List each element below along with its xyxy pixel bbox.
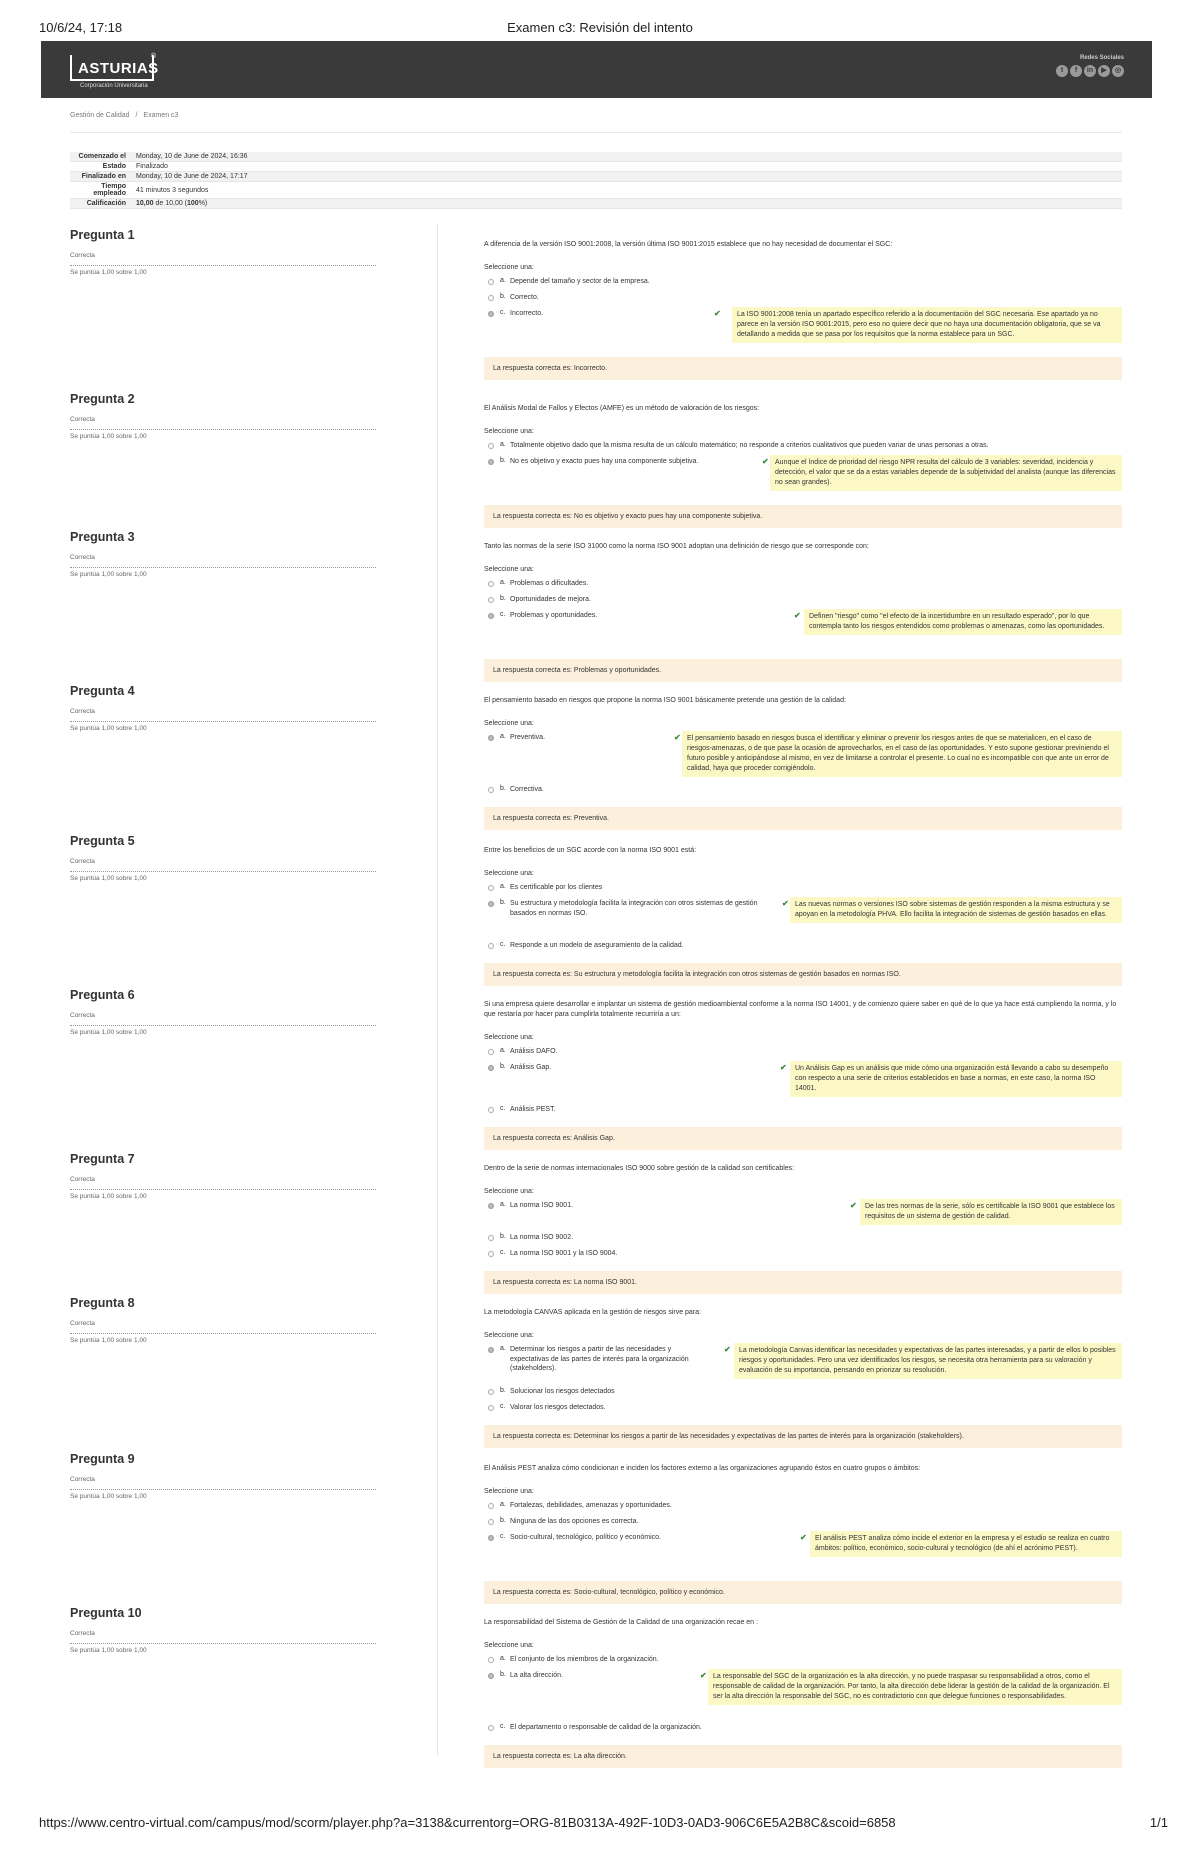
answer-text: Determinar los riesgos a partir de las necesidades y expectativas de las partes de interés para la organización (stakeholders). [510,1346,689,1372]
answer-text: Oportunidades de mejora. [510,596,591,603]
answer-letter: b. [500,1671,506,1678]
select-prompt: Seleccione una: [484,428,534,435]
answer-radio[interactable] [488,1203,494,1209]
answer-option[interactable] [484,455,1122,497]
check-icon: ✔ [794,611,801,620]
correct-answer-box: La respuesta correcta es: Determinar los riesgos a partir de las necesidades y expectativas de las partes de interés para la organización (stakeholders). [484,1425,1122,1448]
answer-letter: a. [500,1201,506,1208]
answer-letter: a. [500,1655,506,1662]
site-header [41,41,1152,98]
question-info [70,228,376,276]
answer-option[interactable] [484,939,1122,955]
answer-text: Fortalezas, debilidades, amenazas y oportunidades. [510,1502,672,1509]
grade-percent: 100 [187,200,199,207]
column-divider [437,224,438,1756]
answer-options [484,1499,1122,1573]
answer-option[interactable] [484,1231,1122,1247]
correct-answer-box: La respuesta correcta es: Incorrecto. [484,357,1122,380]
answer-letter: a. [500,277,506,284]
answer-option[interactable] [484,1515,1122,1531]
check-icon: ✔ [700,1671,707,1680]
question-content [484,1618,1122,1768]
answer-letter: c. [500,941,506,948]
select-prompt: Seleccione una: [484,720,534,727]
answer-option[interactable] [484,1199,1122,1231]
question-number: Pregunta 8 [70,1296,135,1310]
answer-letter: c. [500,1723,506,1730]
question-info [70,1296,376,1344]
question-state: Correcta [70,858,376,872]
answer-radio[interactable] [488,1251,494,1257]
answer-feedback: Un Análisis Gap es un análisis que mide cómo una organización está llevando a cabo su desempeño con respecto a una serie de criterios establecidos en base a normas, en este caso, la norma ISO 14001. [790,1061,1122,1097]
answer-text: Incorrecto. [510,310,544,317]
answer-feedback: La metodología Canvas identificar las necesidades y expectativas de las partes interesadas, y a partir de ellos lo posibles riesgos y oportunidades. Pero una vez identificados los riesgos, se necesita otra herramienta para su valoración y evaluación de su importancia, pensando en priorizar su resolución. [734,1343,1122,1379]
question-info [70,392,376,440]
breadcrumb [70,112,182,119]
answer-text: Solucionar los riesgos detectados [510,1388,615,1395]
answer-text: Correcto. [510,294,539,301]
answer-option[interactable] [484,731,1122,783]
question-state: Correcta [70,1012,376,1026]
answer-radio[interactable] [488,1725,494,1731]
answer-text: Problemas o dificultades. [510,580,589,587]
answer-letter: c. [500,1533,506,1540]
answer-feedback: La responsable del SGC de la organización es la alta dirección, y no puede traspasar su responsabilidad a otros, como el responsable de calidad de la organización. Por tanto, la alta dirección debe liderar la gestión de la calidad de la organización. El ser la alta dirección la responsable del SGC, no es contradictorio con que delegue funciones o responsabilidades. [708,1669,1122,1705]
answer-option[interactable] [484,1499,1122,1515]
question-grade: Se puntúa 1,00 sobre 1,00 [70,1647,147,1654]
question-number: Pregunta 2 [70,392,135,406]
grade-close: %) [198,200,208,207]
answer-radio[interactable] [488,1065,494,1071]
answer-letter: a. [500,1501,506,1508]
answer-options [484,439,1122,497]
question-text: El Análisis Modal de Fallos y Efectos (AMFE) es un método de valoración de los riesgos: [484,405,760,412]
answer-option[interactable] [484,1669,1122,1721]
answer-radio[interactable] [488,1657,494,1663]
answer-option[interactable] [484,307,1122,349]
summary-label: Tiempo empleado [93,183,126,197]
answer-radio[interactable] [488,1389,494,1395]
social-label: Redes Sociales [1079,55,1124,61]
question-grade: Se puntúa 1,00 sobre 1,00 [70,571,147,578]
check-icon: ✔ [714,309,721,318]
question-state: Correcta [70,554,376,568]
select-prompt: Seleccione una: [484,870,534,877]
question-text: El Análisis PEST analiza cómo condicionan e inciden los factores externo a las organizaciones agrupando éstos en cuatro grupos o ámbitos: [484,1465,921,1472]
answer-letter: a. [500,441,506,448]
linkedin-icon[interactable]: in [1084,65,1096,77]
question-info [70,530,376,578]
answer-option[interactable] [484,783,1122,799]
asturias-logo[interactable] [70,53,159,89]
print-page-number: 1/1 [1149,1815,1168,1830]
answer-feedback: De las tres normas de la serie, sólo es certificable la ISO 9001 que establece los requisitos de un sistema de gestión de calidad. [860,1199,1122,1225]
question-text: Si una empresa quiere desarrollar e implantar un sistema de gestión medioambiental conforme a la norma ISO 14001, y de comienzo quiere saber en qué de lo que ya hace está cumpliendo la norma, y lo que restaría por hacer para cumplirla totalmente recurriría a un: [484,1001,1117,1018]
answer-letter: a. [500,883,506,890]
summary-row [70,182,1122,199]
answer-letter: c. [500,1249,506,1256]
twitter-icon[interactable]: t [1056,65,1068,77]
answer-radio[interactable] [488,1535,494,1541]
answer-options [484,577,1122,651]
breadcrumb-divider [70,132,1122,133]
answer-letter: b. [500,899,506,906]
question-grade: Se puntúa 1,00 sobre 1,00 [70,875,147,882]
summary-row [70,152,1122,162]
youtube-icon[interactable]: ▶ [1098,65,1110,77]
answer-letter: b. [500,1517,506,1524]
answer-options [484,275,1122,349]
question-text: Entre los beneficios de un SGC acorde con la norma ISO 9001 está: [484,847,697,854]
answer-option[interactable] [484,1401,1122,1417]
question-state: Correcta [70,1176,376,1190]
check-icon: ✔ [850,1201,857,1210]
select-prompt: Seleccione una: [484,1332,534,1339]
answer-radio[interactable] [488,1519,494,1525]
question-content [484,1464,1122,1604]
question-info [70,1152,376,1200]
question-grade: Se puntúa 1,00 sobre 1,00 [70,1493,147,1500]
question-text: El pensamiento basado en riesgos que propone la norma ISO 9001 básicamente pretende una gestión de la calidad: [484,697,846,704]
breadcrumb-exam[interactable]: Examen c3 [143,112,179,119]
answer-letter: a. [500,1047,506,1054]
answer-letter: c. [500,1105,506,1112]
answer-letter: b. [500,1387,506,1394]
answer-option[interactable] [484,1385,1122,1401]
breadcrumb-separator: / [135,112,138,119]
select-prompt: Seleccione una: [484,1642,534,1649]
answer-letter: b. [500,457,506,464]
answer-text: Problemas y oportunidades. [510,612,598,619]
social-links [1044,55,1124,77]
answer-options [484,1343,1122,1417]
answer-radio[interactable] [488,1673,494,1679]
summary-value: 41 minutos 3 segundos [136,186,209,194]
answer-text: La norma ISO 9001. [510,1202,574,1209]
select-prompt: Seleccione una: [484,1034,534,1041]
answer-text: Valorar los riesgos detectados. [510,1404,606,1411]
logo-subtitle: Corporación Universitaria [80,83,148,89]
question-number: Pregunta 6 [70,988,135,1002]
answer-radio[interactable] [488,311,494,317]
answer-option[interactable] [484,1653,1122,1669]
question-number: Pregunta 9 [70,1452,135,1466]
question-info [70,834,376,882]
question-content [484,1164,1122,1294]
answer-text: Análisis Gap. [510,1064,552,1071]
answer-radio[interactable] [488,943,494,949]
question-info [70,988,376,1036]
summary-label: Calificación [86,200,126,207]
question-info [70,1606,376,1654]
check-icon: ✔ [674,733,681,742]
question-state: Correcta [70,708,376,722]
answer-letter: b. [500,293,506,300]
check-icon: ✔ [800,1533,807,1542]
question-number: Pregunta 1 [70,228,135,242]
question-state: Correcta [70,1476,376,1490]
answer-text: Análisis PEST. [510,1106,556,1113]
question-content [484,846,1122,986]
print-header [0,20,1200,38]
answer-letter: b. [500,595,506,602]
question-text: A diferencia de la versión ISO 9001:2008, la versión última ISO 9001:2015 establece que no hay necesidad de documentar el SGC: [484,241,893,248]
question-number: Pregunta 4 [70,684,135,698]
answer-radio[interactable] [488,443,494,449]
answer-option[interactable] [484,881,1122,897]
question-info [70,1452,376,1500]
answer-text: Análisis DAFO. [510,1048,558,1055]
question-state: Correcta [70,1630,376,1644]
answer-radio[interactable] [488,1107,494,1113]
answer-text: Su estructura y metodología facilita la integración con otros sistemas de gestión basados en normas ISO. [510,900,758,917]
answer-text: Correctiva. [510,786,544,793]
answer-feedback: La ISO 9001:2008 tenía un apartado específico referido a la documentación del SGC necesaria. Ese apartado ya no parece en la versión ISO 9001:2015, pero eso no quiere decir que no haya una documentación obligatoria, que se va detallando a medida que se pasa por los requisitos que la norma establece para un SGC. [732,307,1122,343]
answer-radio[interactable] [488,459,494,465]
answer-text: La norma ISO 9002. [510,1234,574,1241]
answer-option[interactable] [484,577,1122,593]
breadcrumb-course[interactable]: Gestión de Calidad [70,112,130,119]
question-text: Tanto las normas de la serie ISO 31000 como la norma ISO 9001 adoptan una definición de riesgo que se corresponde con: [484,543,869,550]
print-title: Examen c3: Revisión del intento [507,20,693,35]
answer-letter: c. [500,611,506,618]
select-prompt: Seleccione una: [484,264,534,271]
print-date: 10/6/24, 17:18 [39,20,123,35]
question-number: Pregunta 5 [70,834,135,848]
select-prompt: Seleccione una: [484,1488,534,1495]
correct-answer-box: La respuesta correcta es: Preventiva. [484,807,1122,830]
summary-label: Comenzado el [78,153,126,160]
question-content [484,404,1122,528]
facebook-icon[interactable]: f [1070,65,1082,77]
answer-radio[interactable] [488,1235,494,1241]
answer-text: Ninguna de las dos opciones es correcta. [510,1518,639,1525]
question-grade: Se puntúa 1,00 sobre 1,00 [70,269,147,276]
check-icon: ✔ [780,1063,787,1072]
correct-answer-box: La respuesta correcta es: La norma ISO 9001. [484,1271,1122,1294]
summary-label: Finalizado en [81,173,126,180]
answer-option[interactable] [484,1343,1122,1385]
answer-letter: b. [500,1233,506,1240]
question-content [484,240,1122,380]
question-number: Pregunta 7 [70,1152,135,1166]
answer-letter: a. [500,733,506,740]
answer-feedback: El pensamiento basado en riesgos busca el identificar y eliminar o prevenir los riesgos antes de que se materialicen, en el caso de riesgos-amenazas, o de que pase la ocasión de aprovecharlos, en el caso de las oportunidades. Y esto supone gestionar previniendo el futuro posible y anticipándose al mismo, en vez de limitarse a controlar el presente. Lo cual no es incompatible con que ante un error de calidad, haya que proceder corrigiéndolo. [682,731,1122,777]
answer-text: El departamento o responsable de calidad de la organización. [510,1724,702,1731]
answer-feedback: Aunque el índice de prioridad del riesgo NPR resulta del cálculo de 3 variables: severidad, incidencia y detección, el valor que se da a estas variables depende de la subjetividad del analista (aunque las diferencias no sean grandes). [770,455,1122,491]
answer-radio[interactable] [488,735,494,741]
answer-text: Es certificable por los clientes [510,884,603,891]
answer-option[interactable] [484,1721,1122,1737]
check-icon: ✔ [724,1345,731,1354]
answer-text: La alta dirección. [510,1672,563,1679]
answer-options [484,881,1122,955]
summary-value: Monday, 10 de June de 2024, 16:36 [136,153,248,160]
answer-text: Socio-cultural, tecnológico, político y económico. [510,1534,661,1541]
answer-feedback: Las nuevas normas o versiones ISO sobre sistemas de gestión responden a la misma estructura y se apoyan en la metodología PHVA. Ello facilita la integración de sistemas de gestión basados en ellas. [790,897,1122,923]
question-grade: Se puntúa 1,00 sobre 1,00 [70,725,147,732]
answer-option[interactable] [484,1247,1122,1263]
answer-radio[interactable] [488,885,494,891]
answer-text: No es objetivo y exacto pues hay una componente subjetiva. [510,458,699,465]
answer-option[interactable] [484,1061,1122,1103]
answer-options [484,1199,1122,1263]
check-icon: ✔ [782,899,789,908]
correct-answer-box: La respuesta correcta es: La alta dirección. [484,1745,1122,1768]
answer-option[interactable] [484,1045,1122,1061]
question-state: Correcta [70,416,376,430]
correct-answer-box: La respuesta correcta es: Análisis Gap. [484,1127,1122,1150]
question-state: Correcta [70,1320,376,1334]
question-content [484,1308,1122,1448]
question-text: La metodología CANVAS aplicada en la gestión de riesgos sirve para: [484,1309,701,1316]
summary-value: Finalizado [136,163,168,170]
answer-option[interactable] [484,593,1122,609]
answer-letter: a. [500,579,506,586]
print-url: https://www.centro-virtual.com/campus/mod/scorm/player.php?a=3138&currentorg=ORG-81B0313A-492F-10D3-0AD3-906C6E5A2B8C&scoid=6858 [39,1815,896,1830]
summary-row [70,162,1122,172]
answer-radio[interactable] [488,613,494,619]
summary-label: Estado [102,163,126,170]
question-content [484,696,1122,830]
correct-answer-box: La respuesta correcta es: No es objetivo y exacto pues hay una componente subjetiva. [484,505,1122,528]
answer-feedback: Definen "riesgo" como "el efecto de la incertidumbre en un resultado esperado", por lo que contempla tanto los riesgos entendidos como problemas o amenazas, como las oportunidades. [804,609,1122,635]
answer-letter: c. [500,1403,506,1410]
logo-registered: ® [150,53,156,60]
question-grade: Se puntúa 1,00 sobre 1,00 [70,433,147,440]
correct-answer-box: La respuesta correcta es: Su estructura y metodología facilita la integración con otros sistemas de gestión basados en normas ISO. [484,963,1122,986]
summary-value [132,199,1122,209]
answer-option[interactable] [484,1531,1122,1573]
answer-option[interactable] [484,897,1122,939]
answer-letter: a. [500,1345,506,1352]
answer-text: Responde a un modelo de aseguramiento de la calidad. [510,942,684,949]
answer-option[interactable] [484,275,1122,291]
check-icon: ✔ [762,457,769,466]
answer-radio[interactable] [488,1347,494,1353]
summary-row [70,172,1122,182]
correct-answer-box: La respuesta correcta es: Socio-cultural, tecnológico, político y económico. [484,1581,1122,1604]
answer-option[interactable] [484,609,1122,651]
instagram-icon[interactable]: ◎ [1112,65,1124,77]
question-grade: Se puntúa 1,00 sobre 1,00 [70,1337,147,1344]
answer-radio[interactable] [488,279,494,285]
answer-text: El conjunto de los miembros de la organización. [510,1656,659,1663]
answer-radio[interactable] [488,901,494,907]
answer-feedback: El análisis PEST analiza cómo incide el exterior en la empresa y el estudio se realiza en cuatro ámbitos: político, económico, socio-cultural y tecnológico (de ahí el acrónimo PEST). [810,1531,1122,1557]
question-number: Pregunta 3 [70,530,135,544]
answer-radio[interactable] [488,1503,494,1509]
answer-options [484,1045,1122,1119]
question-text: Dentro de la serie de normas internacionales ISO 9000 sobre gestión de la calidad son certificables: [484,1165,795,1172]
select-prompt: Seleccione una: [484,566,534,573]
answer-letter: b. [500,1063,506,1070]
answer-options [484,1653,1122,1737]
question-text: La responsabilidad del Sistema de Gestión de la Calidad de una organización recae en : [484,1619,758,1626]
answer-radio[interactable] [488,581,494,587]
summary-value: Monday, 10 de June de 2024, 17:17 [136,173,248,180]
question-number: Pregunta 10 [70,1606,142,1620]
answer-text: La norma ISO 9001 y la ISO 9004. [510,1250,618,1257]
answer-options [484,731,1122,799]
answer-option[interactable] [484,439,1122,455]
answer-text: Preventiva. [510,734,546,741]
answer-radio[interactable] [488,1049,494,1055]
summary-row [70,199,1122,209]
grade-of: de 10,00 ( [153,200,187,207]
question-info [70,684,376,732]
question-content [484,542,1122,682]
answer-letter: c. [500,309,506,316]
answer-letter: b. [500,785,506,792]
answer-option[interactable] [484,291,1122,307]
answer-text: Totalmente objetivo dado que la misma resulta de un cálculo matemático; no responde a criterios cualitativos que pueden variar de unas personas a otras. [510,442,989,449]
question-grade: Se puntúa 1,00 sobre 1,00 [70,1193,147,1200]
answer-radio[interactable] [488,295,494,301]
answer-option[interactable] [484,1103,1122,1119]
question-content [484,1000,1122,1150]
grade-score: 10,00 [136,200,154,207]
answer-radio[interactable] [488,787,494,793]
answer-radio[interactable] [488,1405,494,1411]
question-grade: Se puntúa 1,00 sobre 1,00 [70,1029,147,1036]
attempt-summary [70,152,1122,209]
logo-name: ASTURIAS [78,60,159,77]
answer-radio[interactable] [488,597,494,603]
question-state: Correcta [70,252,376,266]
select-prompt: Seleccione una: [484,1188,534,1195]
answer-text: Depende del tamaño y sector de la empresa. [510,278,650,285]
correct-answer-box: La respuesta correcta es: Problemas y oportunidades. [484,659,1122,682]
